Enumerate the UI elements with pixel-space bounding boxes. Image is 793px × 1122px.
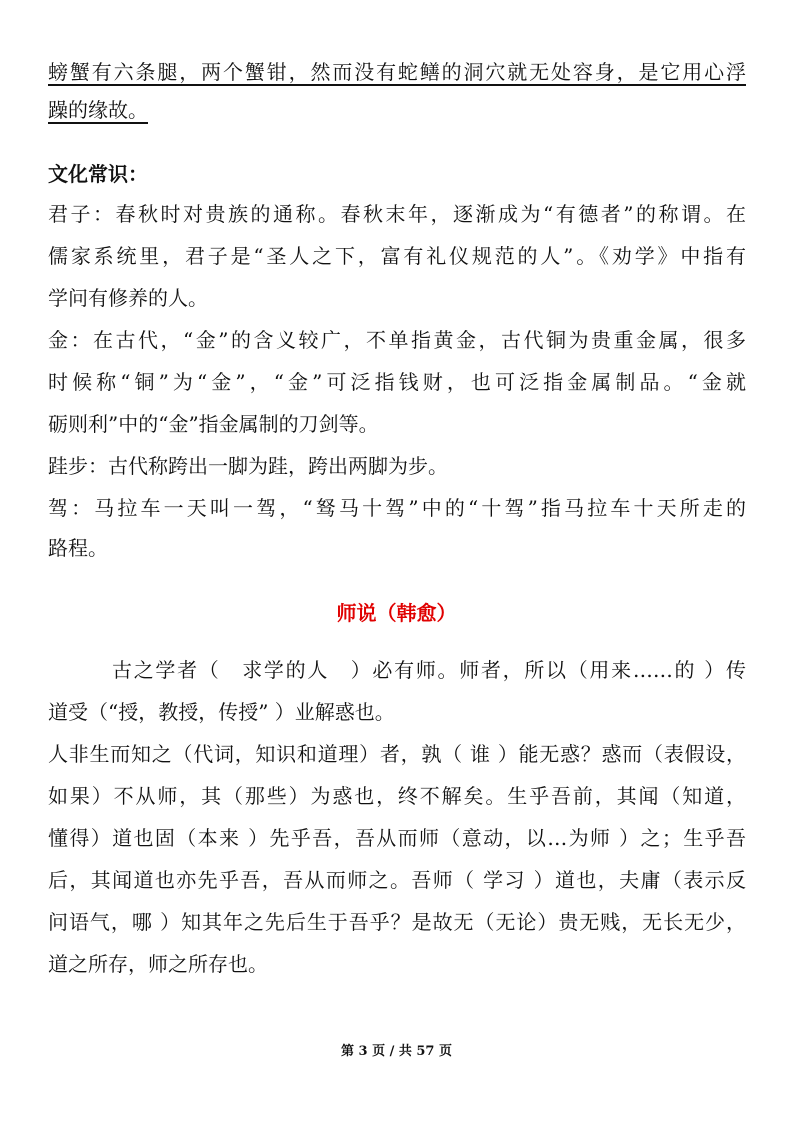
text-line: 学问有修养的人。: [48, 286, 208, 310]
text-line: 躁的缘故。: [48, 98, 148, 122]
text-line: 时候称“铜”为“金”，“金”可泛指钱财，也可泛指金属制品。“金就: [48, 370, 746, 394]
text-line: 跬步：古代称跨出一脚为跬，跨出两脚为步。: [48, 454, 448, 478]
section-title: 师说（韩愈）: [336, 601, 457, 625]
text-line: 儒家系统里，君子是“圣人之下，富有礼仪规范的人”。《劝学》中指有: [48, 244, 746, 268]
section-heading: 文化常识：: [48, 162, 148, 186]
text-line: 驾：马拉车一天叫一驾，“驽马十驾”中的“十驾”指马拉车十天所走的: [48, 496, 746, 520]
text-line: 道受（“授，教授，传授” ）业解惑也。: [48, 700, 395, 724]
text-line: 古之学者（ 求学的人 ）必有师。师者，所以（用来……的 ）传: [112, 658, 746, 682]
text-line: 懂得）道也固（本来 ）先乎吾，吾从而师（意动，以…为师 ）之；生乎吾: [48, 826, 746, 850]
text-line: 君子：春秋时对贵族的通称。春秋末年，逐渐成为“有德者”的称谓。在: [48, 202, 746, 226]
text-line: 砺则利”中的“金”指金属制的刀剑等。: [48, 412, 379, 436]
page-number: 第 3 页 / 共 57 页: [340, 1044, 453, 1059]
text-line: 问语气，哪 ）知其年之先后生于吾乎？是故无（无论）贵无贱，无长无少，: [48, 910, 746, 934]
text-line: 金：在古代，“金”的含义较广，不单指黄金，古代铜为贵重金属，很多: [48, 328, 746, 352]
text-line: 人非生而知之（代词，知识和道理）者，孰（ 谁 ）能无惑？惑而（表假设，: [48, 742, 746, 766]
text-line: 路程。: [48, 536, 108, 560]
text-line: 道之所存，师之所存也。: [48, 952, 268, 976]
text-line: 如果）不从师，其（那些）为惑也，终不解矣。生乎吾前，其闻（知道，: [48, 784, 746, 808]
text-line: 后，其闻道也亦先乎吾，吾从而师之。吾师（ 学习 ）道也，夫庸（表示反: [48, 868, 746, 892]
text-line: 螃蟹有六条腿，两个蟹钳，然而没有蛇鳝的洞穴就无处容身，是它用心浮: [48, 60, 746, 84]
